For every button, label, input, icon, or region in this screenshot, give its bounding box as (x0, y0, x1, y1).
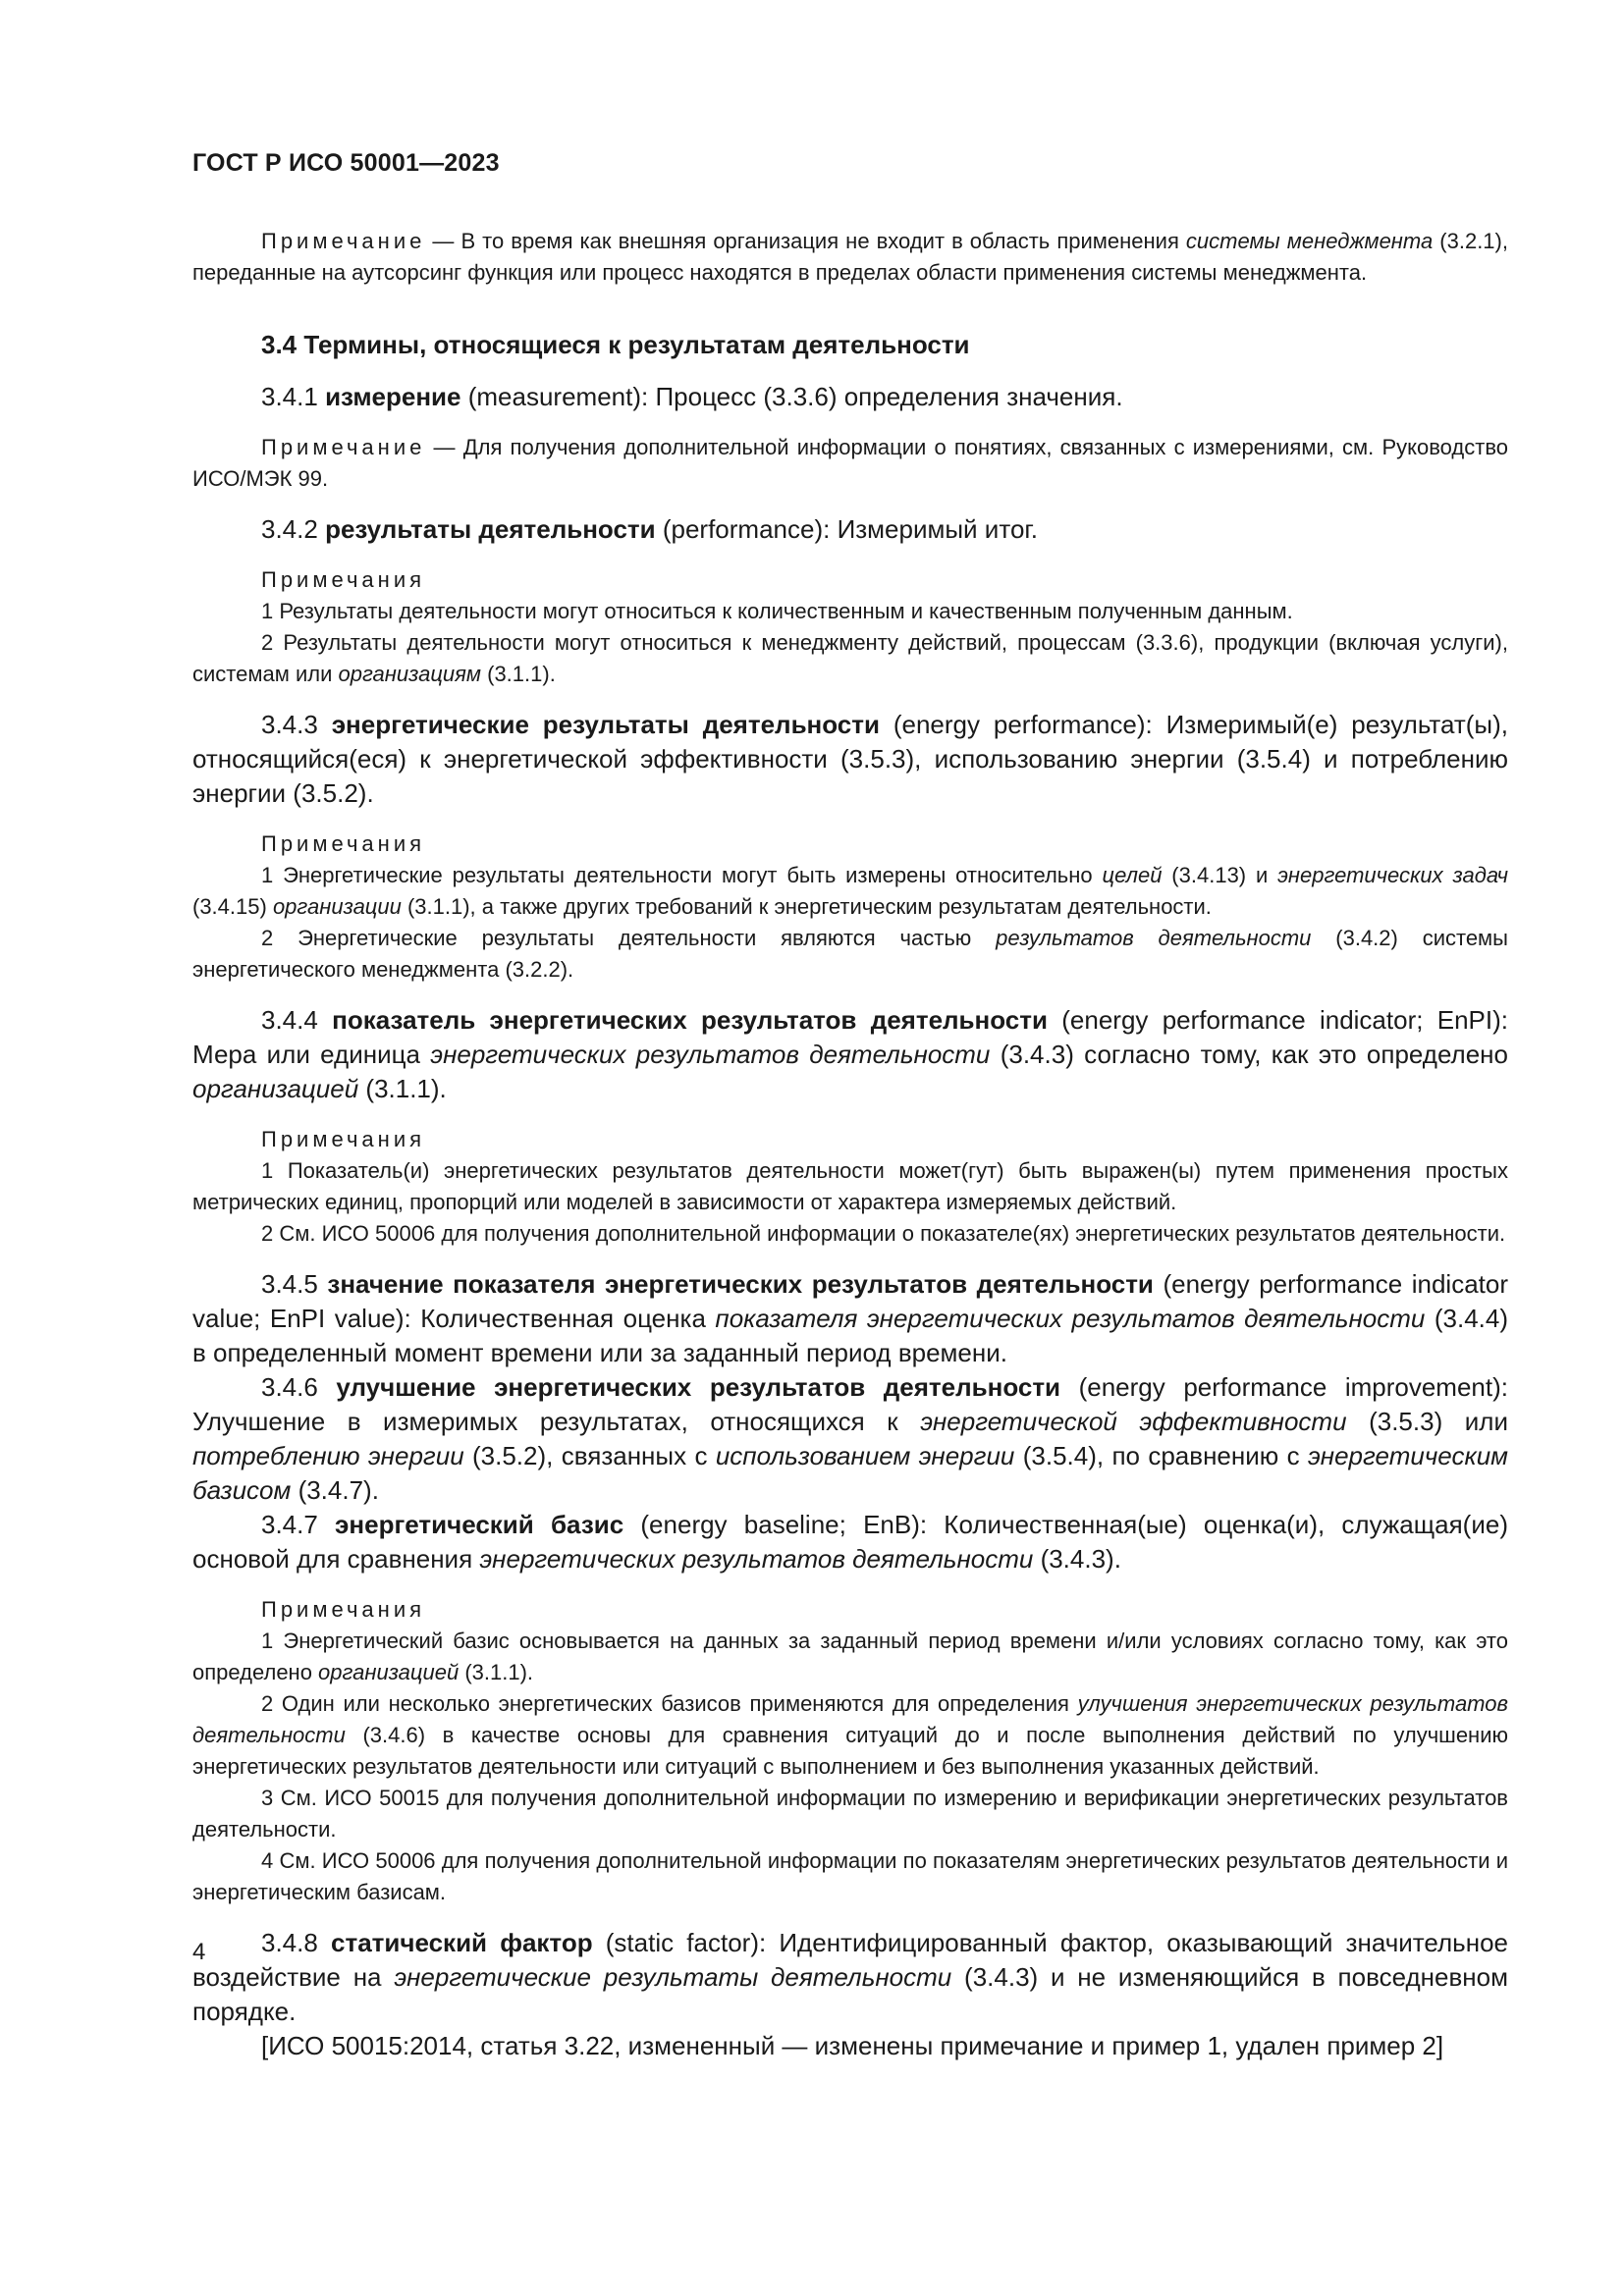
term-3-4-3: 3.4.3 энергетические результаты деятельности (energy performance): Измеримый(е) результат(ы), относящийся(еся) к энергетической эффективности (3.5.3), использованию энергии (3.5.4) и потреблению энергии (3.5.2). (192, 710, 1508, 808)
notes-label: Примечания (261, 567, 426, 592)
note-item: 1 Результаты деятельности могут относиться к количественным и качественным полученным данным. (261, 599, 1293, 623)
note-3-4-1: Примечание — Для получения дополнительной информации о понятиях, связанных с измерениями, см. Руководство ИСО/МЭК 99. (192, 435, 1509, 491)
note-item: 1 Энергетические результаты деятельности могут быть измерены относительно целей (3.4.13) и энергетических задач (3.4.15) организации (3.1.1), а также других требований к энергетическим результатам деятельности. (192, 863, 1509, 919)
note-item: 4 См. ИСО 50006 для получения дополнительной информации по показателям энергетических результатов деятельности и энергетическим базисам. (192, 1848, 1508, 1904)
note-item: 1 Показатель(и) энергетических результатов деятельности может(гут) быть выражен(ы) путем применения простых метрических единиц, пропорций или моделей в зависимости от характера измеряемых действий. (192, 1158, 1508, 1214)
term-title: статический фактор (331, 1928, 593, 1957)
term-3-4-7: 3.4.7 энергетический базис (energy baseline; EnB): Количественная(ые) оценка(и), служащая(ие) основой для сравнения энергетических результатов деятельности (3.4.3). (192, 1510, 1508, 1574)
notes-label: Примечания (261, 1127, 426, 1151)
note-item: 2 Энергетические результаты деятельности являются частью результатов деятельности (3.4.2) системы энергетического менеджмента (3.2.2). (192, 926, 1508, 982)
note-item: 2 Результаты деятельности могут относиться к менеджменту действий, процессам (3.3.6), продукции (включая услуги), системам или организациям (3.1.1). (192, 630, 1508, 686)
term-3-4-2: 3.4.2 результаты деятельности (performance): Измеримый итог. (261, 514, 1038, 544)
notes-label: Примечания (261, 831, 426, 856)
term-title: измерение (325, 382, 461, 411)
term-title: результаты деятельности (325, 514, 656, 544)
note-outsourcing: Примечание — В то время как внешняя организация не входит в область применения системы менеджмента (3.2.1), переданные на аутсорсинг функция или процесс находятся в пределах области применения системы менеджмента. (192, 229, 1508, 285)
document-code-header: ГОСТ Р ИСО 50001—2023 (192, 149, 500, 177)
notes-label: Примечания (261, 1597, 426, 1622)
page-content (192, 226, 1508, 2063)
term-3-4-6: 3.4.6 улучшение энергетических результатов деятельности (energy performance improvement): Улучшение в измеримых результатах, относящихся к энергетической эффективности (3.5.3) или потреблению энергии (3.5.2), связанных с использованием энергии (3.5.4), по сравнению с энергетическим базисом (3.4.7). (192, 1372, 1508, 1505)
note-item: 2 См. ИСО 50006 для получения дополнительной информации о показателе(ях) энергетических результатов деятельности. (261, 1221, 1506, 1246)
note-label: Примечание (261, 229, 426, 253)
note-item: 2 Один или несколько энергетических базисов применяются для определения улучшения энергетических результатов деятельности (3.4.6) в качестве основы для сравнения ситуаций до и после выполнения действий по улучшению энергетических результатов деятельности или ситуаций с выполнением и без выполнения указанных действий. (192, 1691, 1508, 1779)
term-3-4-4: 3.4.4 показатель энергетических результатов деятельности (energy performance indicator; EnPI): Мера или единица энергетических результатов деятельности (3.4.3) согласно тому, как это определено организацией (3.1.1). (192, 1005, 1509, 1103)
note-item: 3 См. ИСО 50015 для получения дополнительной информации по измерению и верификации энергетических результатов деятельности. (192, 1786, 1508, 1842)
section-heading: 3.4 Термины, относящиеся к результатам деятельности (261, 330, 970, 359)
term-3-4-1: 3.4.1 измерение (measurement): Процесс (3.3.6) определения значения. (261, 382, 1123, 411)
note-item: 1 Энергетический базис основывается на данных за заданный период времени и/или условиях согласно тому, как это определено организацией (3.1.1). (192, 1629, 1508, 1684)
note-label: Примечание (261, 435, 426, 459)
page-number: 4 (192, 1939, 206, 1965)
term-3-4-5: 3.4.5 значение показателя энергетических результатов деятельности (energy performance indicator value; EnPI value): Количественная оценка показателя энергетических результатов деятельности (3.4.4) в определенный момент времени или за заданный период времени. (192, 1269, 1508, 1367)
term-3-4-8: 3.4.8 статический фактор (static factor): Идентифицированный фактор, оказывающий значительное воздействие на энергетические результаты деятельности (3.4.3) и не изменяющийся в повседневном порядке. (192, 1928, 1508, 2026)
term-title: показатель энергетических результатов деятельности (332, 1005, 1048, 1035)
term-title: улучшение энергетических результатов деятельности (336, 1372, 1061, 1402)
term-title: энергетический базис (335, 1510, 624, 1539)
source-reference: [ИСО 50015:2014, статья 3.22, измененный — изменены примечание и пример 1, удален пример 2] (261, 2031, 1444, 2060)
term-title: значение показателя энергетических результатов деятельности (327, 1269, 1154, 1299)
term-title: энергетические результаты деятельности (331, 710, 880, 739)
